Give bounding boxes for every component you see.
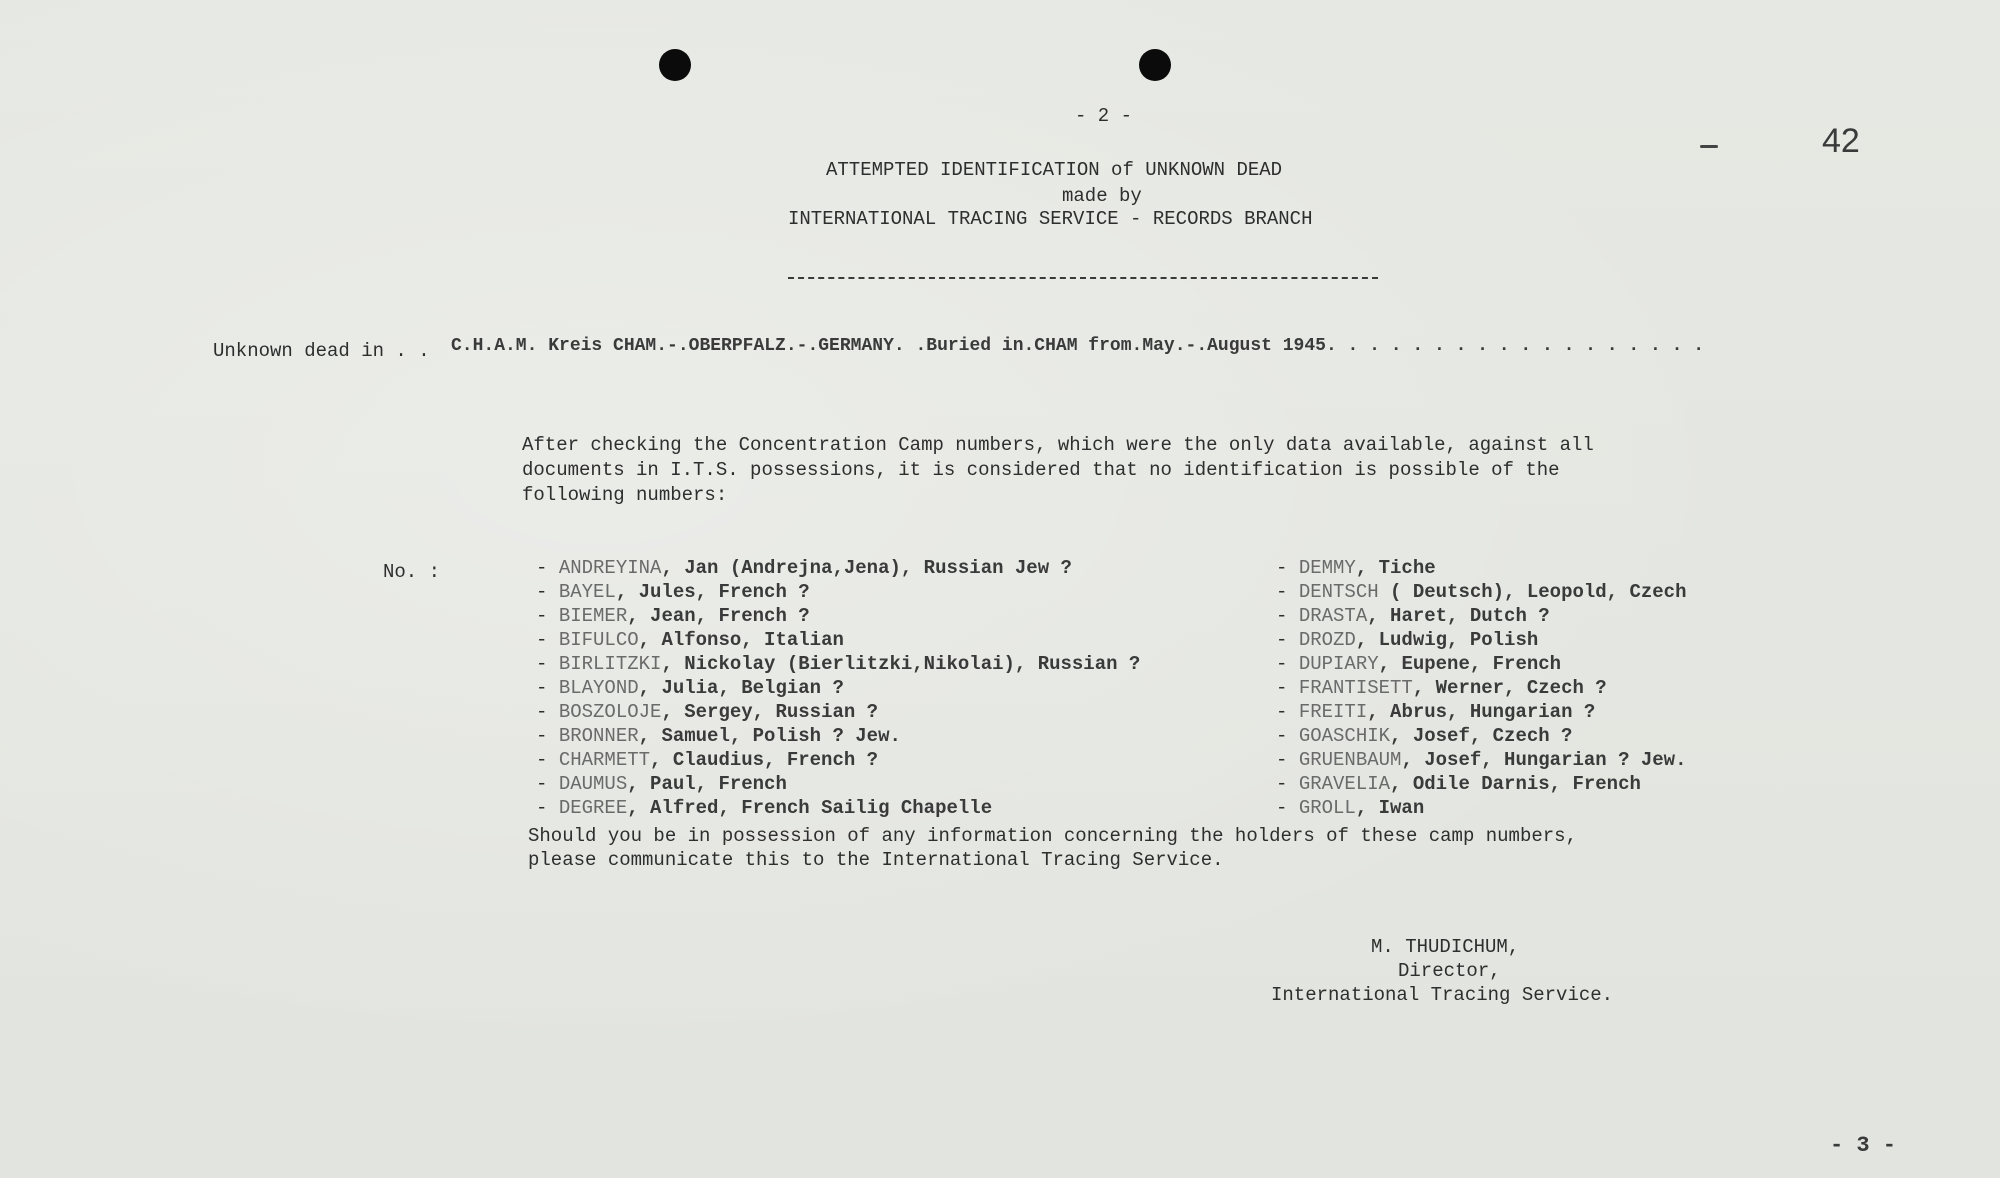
entry-surname: GOASCHIK (1298, 725, 1391, 747)
entry-dash: - (1276, 773, 1299, 795)
entry-details: , Jean, French ? (627, 605, 810, 627)
entry-dash: - (536, 797, 559, 819)
entry-surname: ANDREYINA (558, 557, 662, 579)
location-value: C.H.A.M. Kreis CHAM.-.OBERPFALZ.-.GERMANY. .Buried in.CHAM from.May.-.August 1945. . . . . . . . . . . . . . . . . . (451, 336, 1705, 356)
entry-dash: - (1276, 605, 1299, 627)
entry-dash: - (536, 605, 559, 627)
entry-dash: - (1276, 629, 1299, 651)
entry-dash: - (1276, 677, 1299, 699)
names-list-left (536, 556, 1140, 820)
entry-dash: - (536, 557, 559, 579)
name-entry (536, 652, 1140, 676)
paragraph-line-1: After checking the Concentration Camp numbers, which were the only data available, against all (522, 434, 1594, 456)
entry-surname: FRANTISETT (1298, 677, 1413, 699)
page-number-top: - 2 - (1075, 105, 1133, 127)
entry-details: , Claudius, French ? (650, 749, 879, 771)
entry-dash: - (1276, 653, 1299, 675)
entry-surname: BIFULCO (558, 629, 639, 651)
name-entry (536, 604, 1140, 628)
name-entry (536, 772, 1140, 796)
entry-details: , Jules, French ? (615, 581, 810, 603)
entry-details: , Alfred, French Sailig Chapelle (627, 797, 993, 819)
archive-page-number: 42 (1822, 122, 1860, 160)
entry-surname: BIRLITZKI (558, 653, 662, 675)
name-entry (536, 700, 1140, 724)
closing-line-2: please communicate this to the International Tracing Service. (528, 849, 1224, 871)
title-line-1: ATTEMPTED IDENTIFICATION of UNKNOWN DEAD (826, 159, 1283, 181)
name-entry (536, 580, 1140, 604)
entry-details: , Tiche (1355, 557, 1436, 579)
entry-dash: - (536, 701, 559, 723)
entry-dash: - (536, 629, 559, 651)
name-entry (536, 796, 1140, 820)
entry-details: , Alfonso, Italian (638, 629, 844, 651)
entry-details: , Josef, Hungarian ? Jew. (1401, 749, 1687, 771)
name-entry (1276, 724, 1687, 748)
name-entry (536, 724, 1140, 748)
entry-dash: - (536, 653, 559, 675)
entry-details: , Iwan (1355, 797, 1425, 819)
entry-dash: - (1276, 725, 1299, 747)
entry-details: , Haret, Dutch ? (1367, 605, 1550, 627)
entry-details: , Werner, Czech ? (1412, 677, 1607, 699)
entry-details: , Eupene, French (1378, 653, 1562, 675)
entry-surname: DROZD (1298, 629, 1356, 651)
name-entry (1276, 700, 1687, 724)
entry-details: ( Deutsch), Leopold, Czech (1378, 581, 1687, 603)
entry-details: , Nickolay (Bierlitzki,Nikolai), Russian ? (661, 653, 1141, 675)
entry-surname: CHARMETT (558, 749, 651, 771)
punch-hole-left (659, 49, 691, 81)
entry-details: , Paul, French (627, 773, 787, 795)
name-entry (536, 628, 1140, 652)
entry-surname: BAYEL (558, 581, 616, 603)
entry-details: , Sergey, Russian ? (661, 701, 879, 723)
entry-dash: - (1276, 749, 1299, 771)
entry-details: , Odile Darnis, French (1390, 773, 1641, 795)
entry-dash: - (536, 749, 559, 771)
entry-details: , Abrus, Hungarian ? (1367, 701, 1596, 723)
name-entry (1276, 580, 1687, 604)
name-entry (536, 556, 1140, 580)
entry-surname: GRAVELIA (1298, 773, 1391, 795)
entry-details: , Jan (Andrejna,Jena), Russian Jew ? (661, 557, 1072, 579)
entry-surname: DAUMUS (558, 773, 628, 795)
paragraph-line-2: documents in I.T.S. possessions, it is considered that no identification is possible of the (522, 459, 1560, 481)
entry-surname: GROLL (1298, 797, 1356, 819)
entry-surname: GRUENBAUM (1298, 749, 1402, 771)
name-entry (536, 676, 1140, 700)
entry-surname: DUPIARY (1298, 653, 1379, 675)
entry-surname: DENTSCH (1298, 581, 1379, 603)
next-page-marker: - 3 - (1830, 1133, 1897, 1158)
entry-details: , Ludwig, Polish (1355, 629, 1539, 651)
name-entry (536, 748, 1140, 772)
entry-dash: - (536, 677, 559, 699)
signature-title: Director, (1398, 960, 1501, 982)
punch-hole-right (1139, 49, 1171, 81)
paragraph-line-3: following numbers: (522, 484, 728, 506)
entry-dash: - (1276, 701, 1299, 723)
entry-surname: FREITI (1298, 701, 1368, 723)
entry-dash: - (1276, 797, 1299, 819)
closing-line-1: Should you be in possession of any information concerning the holders of these camp numbers, (528, 825, 1577, 847)
name-entry (1276, 652, 1687, 676)
title-divider (788, 277, 1378, 279)
entry-surname: DRASTA (1298, 605, 1368, 627)
entry-dash: - (1276, 581, 1299, 603)
entry-surname: DEGREE (558, 797, 628, 819)
no-label: No. : (383, 561, 441, 583)
entry-surname: BOSZOLOJE (558, 701, 662, 723)
names-list-right (1276, 556, 1687, 820)
location-label: Unknown dead in . . (213, 340, 430, 362)
entry-surname: DEMMY (1298, 557, 1356, 579)
signature-org: International Tracing Service. (1271, 984, 1614, 1006)
entry-details: , Julia, Belgian ? (638, 677, 844, 699)
entry-details: , Josef, Czech ? (1390, 725, 1573, 747)
entry-details: , Samuel, Polish ? Jew. (638, 725, 901, 747)
entry-surname: BRONNER (558, 725, 639, 747)
title-line-2: made by (1062, 185, 1142, 207)
entry-dash: - (1276, 557, 1299, 579)
entry-dash: - (536, 725, 559, 747)
entry-dash: - (536, 581, 559, 603)
pen-mark (1700, 145, 1718, 148)
name-entry (1276, 604, 1687, 628)
name-entry (1276, 628, 1687, 652)
entry-surname: BLAYOND (558, 677, 639, 699)
name-entry (1276, 676, 1687, 700)
name-entry (1276, 556, 1687, 580)
name-entry (1276, 748, 1687, 772)
title-line-3: INTERNATIONAL TRACING SERVICE - RECORDS BRANCH (788, 208, 1313, 230)
entry-dash: - (536, 773, 559, 795)
signature-name: M. THUDICHUM, (1371, 936, 1520, 958)
name-entry (1276, 772, 1687, 796)
entry-surname: BIEMER (558, 605, 628, 627)
name-entry (1276, 796, 1687, 820)
